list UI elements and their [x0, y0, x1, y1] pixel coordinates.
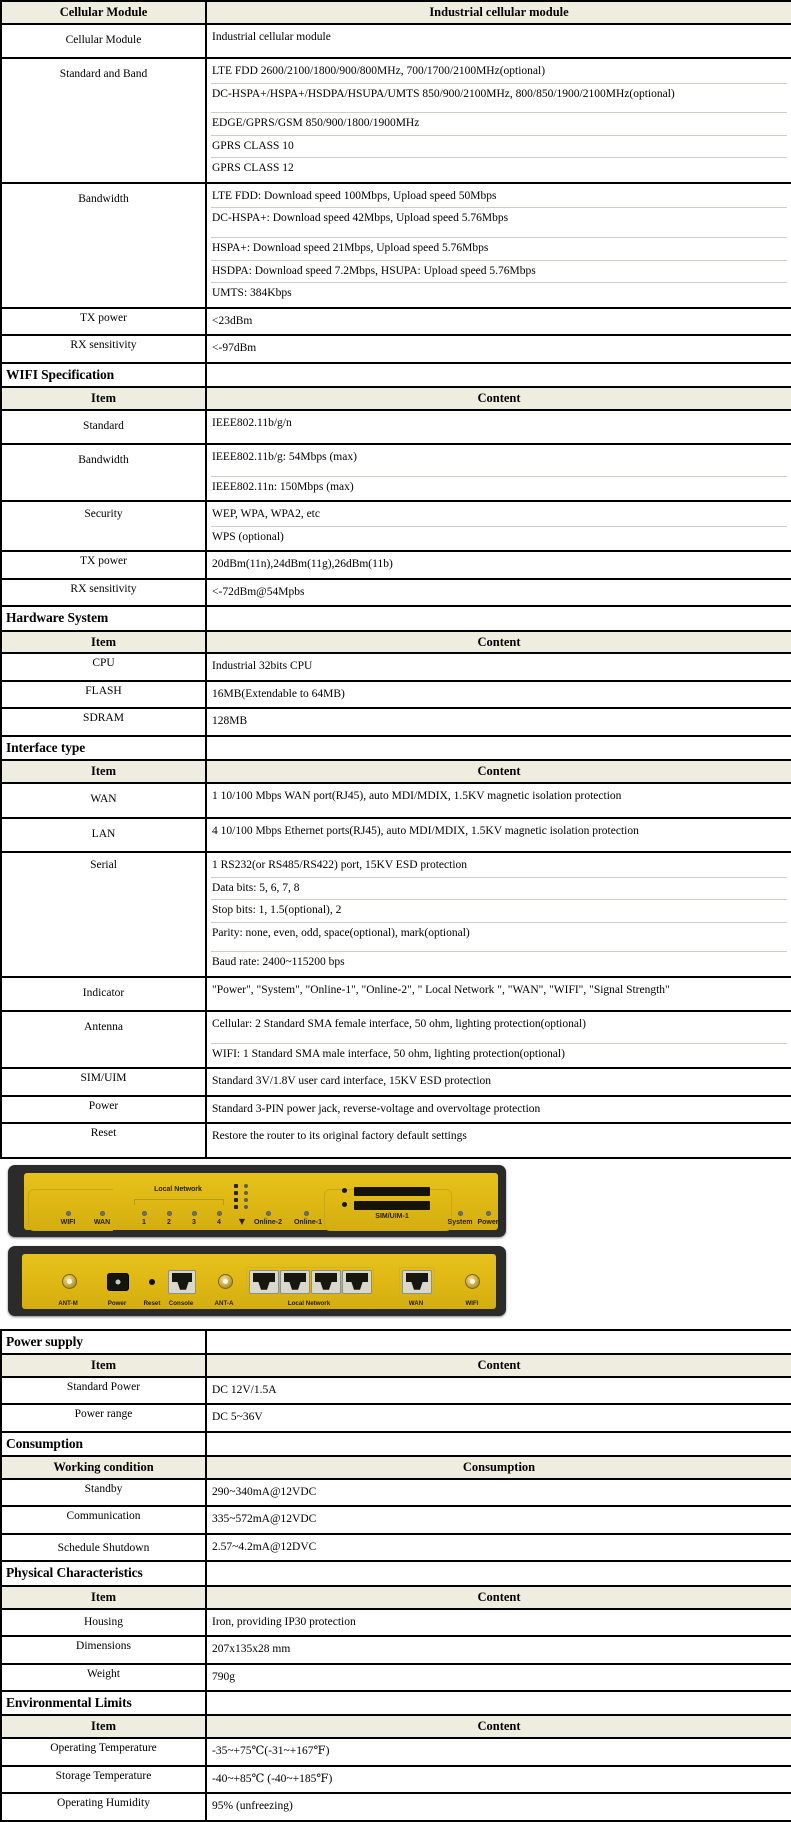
row-label: RX sensitivity	[1, 335, 206, 363]
table-row	[1, 1479, 791, 1507]
signal-led-column	[234, 1184, 238, 1212]
content-line: IEEE802.11b/g/n	[212, 416, 292, 429]
console-port	[168, 1270, 196, 1294]
row-content	[206, 24, 791, 59]
table-interface-type	[0, 737, 791, 1159]
content-line: DC-HSPA+/HSPA+/HSDPA/HSUPA/UMTS 850/900/2100MHz, 800/850/1900/2100MHz(optional)	[211, 84, 787, 114]
row-label: Standby	[1, 1479, 206, 1507]
table-hardware-system	[0, 607, 791, 737]
table-header-row	[1, 631, 791, 654]
content-line: -35~+75℃(-31~+167℉)	[212, 1745, 330, 1758]
content-line: HSDPA: Download speed 7.2Mbps, HSUPA: Upload speed 5.76Mbps	[211, 261, 787, 284]
row-content	[206, 977, 791, 1012]
row-label: Indicator	[1, 977, 206, 1012]
front-label-lan-2: 2	[167, 1218, 171, 1226]
table-row	[1, 1506, 791, 1534]
row-label: Reset	[1, 1123, 206, 1158]
header-cell-item: Cellular Module	[1, 1, 206, 24]
header-cell-content: Content	[206, 1354, 791, 1377]
content-line: Iron, providing IP30 protection	[212, 1615, 356, 1628]
content-line: <-72dBm@54Mpbs	[212, 585, 305, 598]
led-wan	[100, 1211, 105, 1216]
led-lan-3	[192, 1211, 197, 1216]
table-row	[1, 708, 791, 736]
section-title-blank	[206, 737, 791, 760]
front-group-label-local-network: Local Network	[154, 1185, 202, 1193]
table-row	[1, 1123, 791, 1158]
row-content	[206, 1738, 791, 1766]
section-title-blank	[206, 1433, 791, 1456]
content-line: HSPA+: Download speed 21Mbps, Upload speed 5.76Mbps	[211, 238, 787, 261]
row-label: Storage Temperature	[1, 1766, 206, 1794]
section-title-blank	[206, 607, 791, 630]
row-content	[206, 1377, 791, 1405]
table-row	[1, 1534, 791, 1562]
lan-port-1	[249, 1270, 279, 1294]
content-line: DC 12V/1.5A	[212, 1383, 277, 1396]
table-row	[1, 681, 791, 709]
row-label: Serial	[1, 852, 206, 977]
content-line: Industrial 32bits CPU	[212, 660, 313, 673]
table-header-row	[1, 1715, 791, 1738]
row-content	[206, 1506, 791, 1534]
rear-label-wan: WAN	[408, 1299, 424, 1307]
table-row	[1, 1068, 791, 1096]
row-content	[206, 1636, 791, 1664]
section-title: Environmental Limits	[1, 1692, 206, 1715]
reset-button	[149, 1279, 155, 1285]
antenna-connector-wifi	[465, 1274, 480, 1289]
content-line: DC 5~36V	[212, 1411, 263, 1424]
row-label: Communication	[1, 1506, 206, 1534]
content-line: 1 RS232(or RS485/RS422) port, 15KV ESD protection	[211, 855, 787, 878]
row-content	[206, 444, 791, 501]
front-label-wifi: WIFI	[60, 1218, 76, 1226]
table-row	[1, 410, 791, 445]
row-label: Housing	[1, 1609, 206, 1637]
sim-slot-2	[354, 1187, 430, 1196]
table-row	[1, 1404, 791, 1432]
row-content	[206, 852, 791, 977]
front-label-online-1: Online-1	[293, 1218, 323, 1226]
table-environmental-limits	[0, 1692, 791, 1822]
content-line: Baud rate: 2400~115200 bps	[212, 956, 345, 969]
row-label: Standard and Band	[1, 58, 206, 183]
row-content	[206, 551, 791, 579]
row-content	[206, 1096, 791, 1124]
power-jack	[107, 1273, 129, 1291]
rear-label-console: Console	[168, 1299, 194, 1307]
table-row	[1, 579, 791, 607]
content-line: 290~340mA@12VDC	[212, 1485, 317, 1498]
content-line: 2.57~4.2mA@12DVC	[212, 1540, 317, 1553]
section-title: Consumption	[1, 1433, 206, 1456]
row-content	[206, 818, 791, 853]
content-line: IEEE802.11b/g: 54Mbps (max)	[211, 447, 787, 477]
header-cell-item: Item	[1, 760, 206, 783]
table-header-row	[1, 1586, 791, 1609]
led-lan-1	[142, 1211, 147, 1216]
content-line: UMTS: 384Kbps	[212, 287, 292, 300]
section-title-row	[1, 1330, 791, 1354]
row-label: Power	[1, 1096, 206, 1124]
front-group-label-sim-uim-1: SIM/UIM-1	[375, 1212, 409, 1220]
table-power-supply	[0, 1329, 791, 1433]
table-row	[1, 852, 791, 977]
table-row	[1, 1636, 791, 1664]
content-line: 207x135x28 mm	[212, 1643, 291, 1656]
content-line: WPS (optional)	[212, 530, 284, 543]
content-line: 95% (unfreezing)	[212, 1800, 293, 1813]
section-title-row	[1, 1433, 791, 1456]
section-title-row	[1, 364, 791, 387]
row-content	[206, 681, 791, 709]
content-line: 16MB(Extendable to 64MB)	[212, 687, 345, 700]
antenna-connector-ant-m	[62, 1274, 77, 1289]
table-row	[1, 1096, 791, 1124]
content-line: Cellular: 2 Standard SMA female interface, 50 ohm, lighting protection(optional)	[211, 1014, 787, 1044]
row-label: Standard Power	[1, 1377, 206, 1405]
section-title: Hardware System	[1, 607, 206, 630]
led-system	[458, 1211, 463, 1216]
section-title: Power supply	[1, 1330, 206, 1354]
row-content	[206, 335, 791, 363]
row-label: SDRAM	[1, 708, 206, 736]
table-row	[1, 1011, 791, 1068]
content-line: Standard 3V/1.8V user card interface, 15KV ESD protection	[212, 1075, 492, 1088]
table-header-row	[1, 1, 791, 24]
table-row	[1, 783, 791, 818]
header-cell-content: Content	[206, 1586, 791, 1609]
lan-port-2	[280, 1270, 310, 1294]
row-content	[206, 1793, 791, 1821]
table-consumption	[0, 1433, 791, 1563]
row-content	[206, 501, 791, 551]
row-content	[206, 1766, 791, 1794]
content-line: 790g	[212, 1670, 235, 1683]
section-title-row	[1, 607, 791, 630]
local-network-bracket	[134, 1199, 224, 1205]
router-rear-panel	[8, 1246, 506, 1316]
header-cell-content: Content	[206, 760, 791, 783]
header-cell-item: Item	[1, 631, 206, 654]
content-line: LTE FDD: Download speed 100Mbps, Upload speed 50Mbps	[211, 186, 787, 209]
row-label: Power range	[1, 1404, 206, 1432]
content-line: 4 10/100 Mbps Ethernet ports(RJ45), auto MDI/MDIX, 1.5KV magnetic isolation protection	[212, 824, 639, 837]
header-cell-content: Content	[206, 631, 791, 654]
row-label: Cellular Module	[1, 24, 206, 59]
section-title-row	[1, 737, 791, 760]
row-content	[206, 1534, 791, 1562]
table-wifi-specification	[0, 364, 791, 608]
content-line: IEEE802.11n: 150Mbps (max)	[212, 480, 354, 493]
row-label: Standard	[1, 410, 206, 445]
table-row	[1, 818, 791, 853]
table-row	[1, 308, 791, 336]
table-header-row	[1, 387, 791, 410]
row-content	[206, 58, 791, 183]
header-cell-working-condition: Working condition	[1, 1456, 206, 1479]
table-row	[1, 653, 791, 681]
header-cell-content: Content	[206, 387, 791, 410]
row-content	[206, 1011, 791, 1068]
rear-label-wifi: WIFI	[465, 1299, 479, 1307]
table-row	[1, 1793, 791, 1821]
table-header-row	[1, 1354, 791, 1377]
header-cell-content: Content	[206, 1715, 791, 1738]
row-label: CPU	[1, 653, 206, 681]
header-cell-item: Item	[1, 1715, 206, 1738]
table-row	[1, 1664, 791, 1692]
row-content	[206, 1664, 791, 1692]
content-line: Data bits: 5, 6, 7, 8	[211, 878, 787, 901]
wan-port	[402, 1270, 432, 1294]
section-title-blank	[206, 1692, 791, 1715]
row-content	[206, 1404, 791, 1432]
content-line: GPRS CLASS 12	[212, 162, 294, 175]
lan-port-3	[311, 1270, 341, 1294]
front-label-lan-4: 4	[217, 1218, 221, 1226]
row-label: SIM/UIM	[1, 1068, 206, 1096]
section-title-row	[1, 1562, 791, 1585]
row-content	[206, 308, 791, 336]
led-lan-2	[167, 1211, 172, 1216]
front-label-online-2: Online-2	[253, 1218, 283, 1226]
row-label: Antenna	[1, 1011, 206, 1068]
router-front-panel	[8, 1165, 506, 1237]
table-physical-characteristics	[0, 1562, 791, 1692]
section-title: Physical Characteristics	[1, 1562, 206, 1585]
sim-2-led	[342, 1188, 347, 1193]
header-cell-content: Industrial cellular module	[206, 1, 791, 24]
row-content	[206, 579, 791, 607]
row-content	[206, 653, 791, 681]
front-label-system: System	[447, 1218, 473, 1226]
row-label: Dimensions	[1, 1636, 206, 1664]
table-row	[1, 551, 791, 579]
rear-label-ant-a: ANT-A	[214, 1299, 234, 1307]
table-row	[1, 977, 791, 1012]
row-label: Schedule Shutdown	[1, 1534, 206, 1562]
content-line: "Power", "System", "Online-1", "Online-2", " Local Network ", "WAN", "WIFI", "Signal Strength"	[212, 983, 670, 996]
table-row	[1, 444, 791, 501]
table-row	[1, 1766, 791, 1794]
row-content	[206, 1609, 791, 1637]
front-label-power: Power	[477, 1218, 499, 1226]
section-title-blank	[206, 1330, 791, 1354]
rear-label-reset: Reset	[143, 1299, 161, 1307]
section-title-blank	[206, 364, 791, 387]
header-cell-consumption: Consumption	[206, 1456, 791, 1479]
content-line: <-97dBm	[212, 342, 257, 355]
table-row	[1, 335, 791, 363]
router-product-photo	[0, 1159, 791, 1329]
content-line: Restore the router to its original factory default settings	[212, 1130, 467, 1143]
antenna-connector-ant-a	[218, 1274, 233, 1289]
led-lan-4	[217, 1211, 222, 1216]
row-label: Operating Temperature	[1, 1738, 206, 1766]
header-cell-item: Item	[1, 1354, 206, 1377]
row-label: Weight	[1, 1664, 206, 1692]
row-label: Bandwidth	[1, 444, 206, 501]
table-header-row	[1, 1456, 791, 1479]
rear-label-local-network: Local Network	[287, 1299, 331, 1307]
table-row	[1, 58, 791, 183]
signal-strength-icon: ▼	[238, 1216, 246, 1226]
sim-1-led	[342, 1202, 347, 1207]
row-label: TX power	[1, 551, 206, 579]
table-row	[1, 24, 791, 59]
content-line: -40~+85℃ (-40~+185℉)	[212, 1772, 333, 1785]
table-cellular-module	[0, 0, 791, 364]
content-line: 1 10/100 Mbps WAN port(RJ45), auto MDI/MDIX, 1.5KV magnetic isolation protection	[212, 790, 622, 803]
front-label-lan-3: 3	[192, 1218, 196, 1226]
router-images	[8, 1165, 506, 1316]
content-line: GPRS CLASS 10	[211, 136, 787, 159]
front-panel-face	[24, 1173, 498, 1230]
row-content	[206, 1479, 791, 1507]
led-online-2	[266, 1211, 271, 1216]
table-row	[1, 1377, 791, 1405]
header-cell-item: Item	[1, 387, 206, 410]
content-line: 20dBm(11n),24dBm(11g),26dBm(11b)	[212, 558, 393, 571]
row-label: FLASH	[1, 681, 206, 709]
content-line: Stop bits: 1, 1.5(optional), 2	[211, 900, 787, 923]
header-cell-item: Item	[1, 1586, 206, 1609]
content-line: LTE FDD 2600/2100/1800/900/800MHz, 700/1700/2100MHz(optional)	[211, 61, 787, 84]
content-line: DC-HSPA+: Download speed 42Mbps, Upload speed 5.76Mbps	[211, 208, 787, 238]
content-line: Standard 3-PIN power jack, reverse-voltage and overvoltage protection	[212, 1102, 541, 1115]
table-header-row	[1, 760, 791, 783]
row-content	[206, 708, 791, 736]
content-line: WIFI: 1 Standard SMA male interface, 50 ohm, lighting protection(optional)	[212, 1047, 565, 1060]
row-label: LAN	[1, 818, 206, 853]
row-label: Security	[1, 501, 206, 551]
row-label: Operating Humidity	[1, 1793, 206, 1821]
row-content	[206, 783, 791, 818]
sim-slot-1	[354, 1201, 430, 1210]
row-content	[206, 410, 791, 445]
led-online-1	[304, 1211, 309, 1216]
table-row	[1, 1738, 791, 1766]
section-title-row	[1, 1692, 791, 1715]
table-row	[1, 501, 791, 551]
content-line: 335~572mA@12VDC	[212, 1513, 317, 1526]
row-content	[206, 183, 791, 308]
rear-panel-face	[22, 1254, 496, 1309]
led-power	[486, 1211, 491, 1216]
row-content	[206, 1068, 791, 1096]
content-line: 128MB	[212, 715, 248, 728]
signal-led-column-2	[244, 1184, 248, 1212]
row-label: RX sensitivity	[1, 579, 206, 607]
front-label-wan: WAN	[93, 1218, 111, 1226]
table-row	[1, 183, 791, 308]
row-content	[206, 1123, 791, 1158]
row-label: Bandwidth	[1, 183, 206, 308]
front-label-lan-1: 1	[142, 1218, 146, 1226]
rear-label-ant-m: ANT-M	[58, 1299, 78, 1307]
content-line: Parity: none, even, odd, space(optional), mark(optional)	[211, 923, 787, 953]
table-row	[1, 1609, 791, 1637]
section-title: Interface type	[1, 737, 206, 760]
content-line: EDGE/GPRS/GSM 850/900/1800/1900MHz	[211, 113, 787, 136]
led-wifi	[66, 1211, 71, 1216]
row-label: WAN	[1, 783, 206, 818]
content-line: <23dBm	[212, 314, 253, 327]
row-label: TX power	[1, 308, 206, 336]
lan-port-4	[342, 1270, 372, 1294]
rear-label-power: Power	[107, 1299, 127, 1307]
content-line: WEP, WPA, WPA2, etc	[211, 504, 787, 527]
section-title: WIFI Specification	[1, 364, 206, 387]
content-line: Industrial cellular module	[212, 30, 331, 43]
section-title-blank	[206, 1562, 791, 1585]
